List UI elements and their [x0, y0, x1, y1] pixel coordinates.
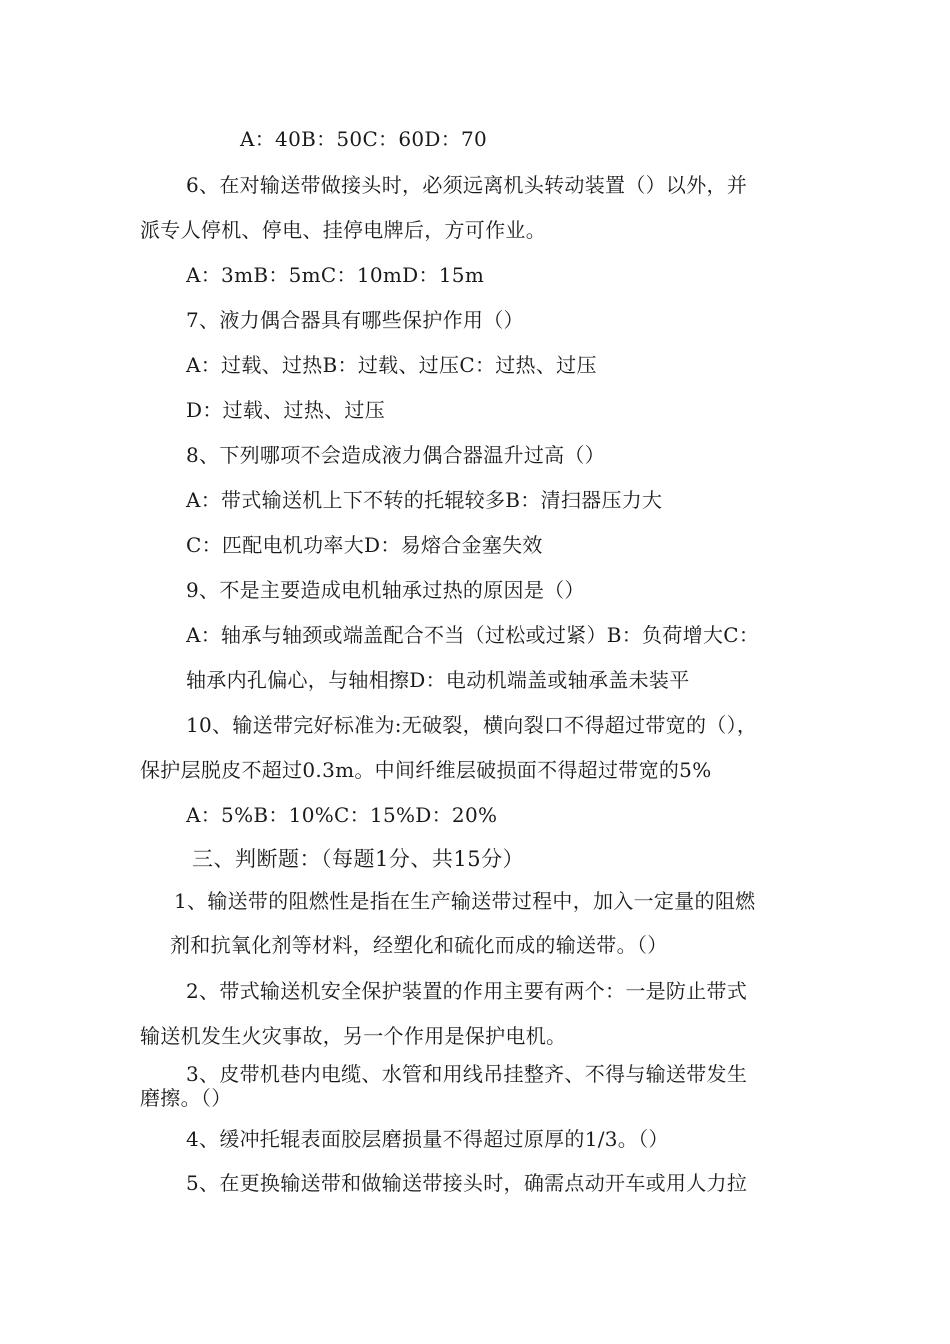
q10-line1: 10、输送带完好标准为:无破裂，横向裂口不得超过带宽的（），: [186, 713, 758, 737]
j5-line1: 5、在更换输送带和做输送带接头时，确需点动开车或用人力拉: [186, 1171, 748, 1195]
q10-options: A：5%B：10%C：15%D：20%: [186, 803, 498, 827]
q5-options: A：40B：50C：60D：70: [240, 127, 488, 151]
q9-question: 9、不是主要造成电机轴承过热的原因是（）: [186, 578, 585, 602]
q9-options-line1: A：轴承与轴颈或端盖配合不当（过松或过紧）B：负荷增大C：: [186, 623, 760, 647]
j4-line: 4、缓冲托辊表面胶层磨损量不得超过原厚的1/3。（）: [186, 1127, 669, 1151]
q8-question: 8、下列哪项不会造成液力偶合器温升过高（）: [186, 443, 606, 467]
q6-options: A：3mB：5mC：10mD：15m: [186, 263, 485, 287]
j3-line1: 3、皮带机巷内电缆、水管和用线吊挂整齐、不得与输送带发生: [186, 1062, 748, 1086]
q7-options-line1: A：过载、过热B：过载、过压C：过热、过压: [186, 353, 597, 377]
q9-options-line2: 轴承内孔偏心，与轴相擦D：电动机端盖或轴承盖未装平: [186, 668, 690, 692]
q8-options-line2: C：匹配电机功率大D：易熔合金塞失效: [186, 533, 543, 557]
q7-options-line2: D：过载、过热、过压: [186, 398, 386, 422]
q10-line2: 保护层脱皮不超过0.3m。中间纤维层破损面不得超过带宽的5%: [140, 758, 712, 782]
j3-line2: 磨擦。（）: [140, 1086, 232, 1110]
j1-line1: 1、输送带的阻燃性是指在生产输送带过程中，加入一定量的阻燃: [174, 889, 756, 913]
section-title-judgment: 三、判断题：（每题1分、共15分）: [192, 847, 525, 871]
j2-line1: 2、带式输送机安全保护装置的作用主要有两个：一是防止带式: [186, 979, 748, 1003]
j1-line2: 剂和抗氧化剂等材料，经塑化和硫化而成的输送带。（）: [170, 933, 668, 957]
q6-line2: 派专人停机、停电、挂停电牌后，方可作业。: [140, 218, 546, 242]
j2-line2: 输送机发生火灾事故，另一个作用是保护电机。: [140, 1024, 567, 1048]
q7-question: 7、液力偶合器具有哪些保护作用（）: [186, 308, 524, 332]
q8-options-line1: A：带式输送机上下不转的托辊较多B：清扫器压力大: [186, 488, 663, 512]
q6-line1: 6、在对输送带做接头时，必须远离机头转动装置（）以外，并: [186, 173, 748, 197]
